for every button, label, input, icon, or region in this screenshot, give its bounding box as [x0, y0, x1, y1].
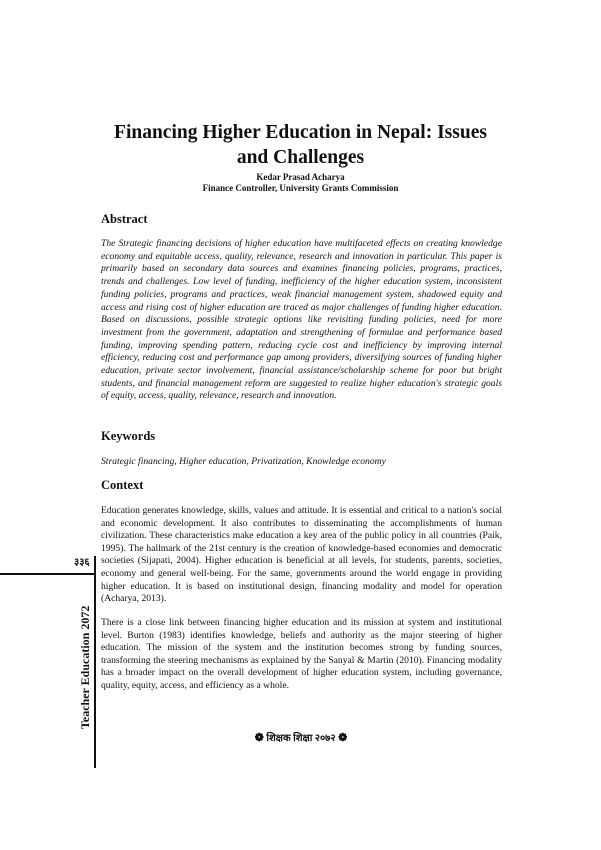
margin-horizontal-rule	[0, 573, 95, 575]
keywords-heading: Keywords	[101, 429, 156, 443]
context-heading: Context	[101, 478, 144, 492]
abstract-heading: Abstract	[101, 212, 148, 226]
journal-side-title: Teacher Education 2072	[78, 605, 92, 730]
author-name: Kedar Prasad Acharya	[256, 172, 345, 182]
author-affiliation: Finance Controller, University Grants Commission	[202, 183, 399, 193]
flower-ornament-icon: ❁	[254, 732, 264, 744]
page-number: ३३६	[74, 557, 90, 568]
margin-vertical-rule	[94, 556, 96, 768]
context-paragraph-1: Education generates knowledge, skills, values and attitude. It is essential and critical to a nation's social and economic development. It also contributes to disseminating the accomplishments of human civilization. These characteristics make education a key area of the public policy in all countries (Paik, 1995). The hallmark of the 21st century is the creation of knowledge-based economies and democratic societies (Sijapati, 2004). Higher education is beneficial at all levels, for students, parents, societies, economy and general well-being. For the same, governments around the world engage in providing higher education. It is based on institutional design, financing modality and model for operation (Acharya, 2013).	[101, 505, 502, 605]
page-footer	[201, 731, 401, 746]
flower-ornament-icon: ❁	[338, 732, 348, 744]
paper-title	[80, 120, 521, 170]
title-line-1: Financing Higher Education in Nepal: Issues	[114, 122, 487, 143]
context-paragraph-2: There is a close link between financing higher education and its mission at system and institutional level. Burton (1983) identifies knowledge, beliefs and authority as the major steering of higher education. The mission of the system and the institution becomes strong by funding sources, transforming the steering mechanisms as explained by the Sanyal & Martin (2010). Financing modality has a broader impact on the overall development of higher education system, including governance, quality, equity, access, and efficiency as a whole.	[101, 617, 502, 691]
keywords-text: Strategic financing, Higher education, Privatization, Knowledge economy	[101, 456, 386, 467]
title-line-2: and Challenges	[236, 147, 365, 168]
abstract-text: The Strategic financing decisions of higher education have multifaceted effects on creating knowledge economy and equitable access, quality, relevance, research and innovation in particular. This paper is primarily based on secondary data sources and examines financing policies, programs, practices, trends and challenges. Low level of funding, inefficiency of the higher education system, inconsistent funding policies, programs and practices, weak financial management system, shadowed equity and access and rising cost of higher education are traced as major challenges of funding higher education. Based on discussions, possible strategic options like revisiting funding policies, need for more investment from the government, adaptation and strengthening of formulae and performance based funding, improving spending pattern, reducing cycle cost and inefficiency by improving internal efficiency, reducing cost and performance gap among providers, diversifying sources of funding higher education, private sector involvement, financial assistance/scholarship scheme for poor but bright students, and financial management reform are suggested to realize higher education's strategic goals of equity, access, quality, relevance, research and innovation.	[101, 238, 502, 402]
footer-journal-name: शिक्षक शिक्षा २०७२	[266, 733, 336, 744]
